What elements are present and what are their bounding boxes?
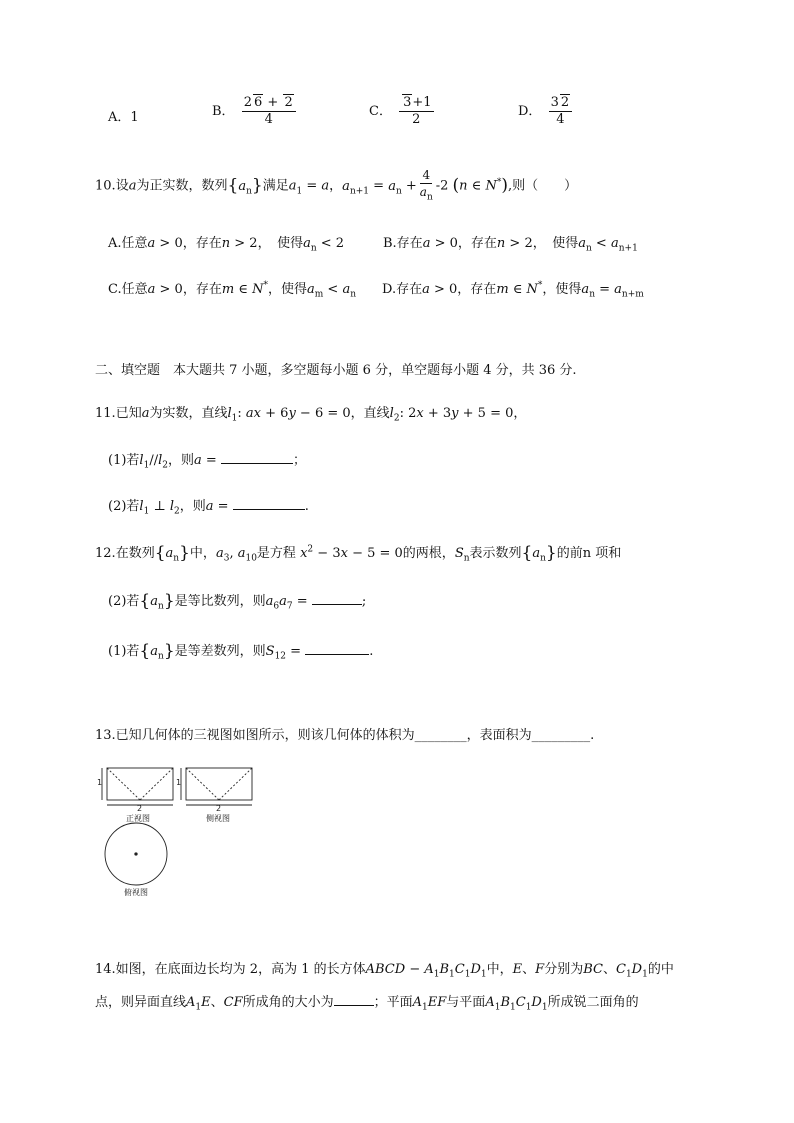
q10-option-text: ，使得 <box>542 282 582 297</box>
q11-text: 为实数，直线 <box>149 406 228 421</box>
side-view-dim-width: 2 <box>216 804 222 813</box>
q14-line-2: 点，则异面直线$A_1E$、CF所成角的大小为 ；平面$A_1EF$与平面$A_1B_1C_1D_1$所成锐二面角的 <box>95 995 639 1013</box>
q14-text: 与平面 <box>446 995 486 1010</box>
q14-text: 、 <box>210 995 224 1010</box>
q12-part-text: 是等差数列，则 <box>174 644 266 659</box>
q11-part-label: (2)若 <box>108 499 140 514</box>
q9-option-c <box>369 96 437 127</box>
front-view-dim-height: 1 <box>97 778 103 787</box>
q12-number: 12. <box>95 546 116 561</box>
q12-text: 的前 <box>556 546 583 561</box>
top-view-center-dot <box>135 853 137 855</box>
q10-text: 满足 <box>262 178 289 194</box>
front-view-label: 正视图 <box>126 814 150 823</box>
q11-number: 11. <box>95 406 116 421</box>
side-view-dashed-right <box>219 768 252 800</box>
q9-option-a <box>108 106 139 125</box>
side-view-label: 侧视图 <box>206 814 230 823</box>
answer-blank[interactable] <box>221 451 293 464</box>
q11-stem: 11.已知a为实数，直线$l_1$: ax + 6y − 6 = 0，直线$l_2$: 2x + 3y + 5 = 0， <box>95 406 527 424</box>
q11-part-end: ； <box>292 453 306 468</box>
q12-part-label: (2)若 <box>108 594 140 609</box>
section-2-heading: 二、填空题 本大题共 7 小题，多空题每小题 6 分，单空题每小题 4 分，共 36 分. <box>95 363 577 378</box>
side-view-rect <box>186 768 252 800</box>
q12-text: 中， <box>189 546 216 561</box>
q10-text: ， <box>329 178 343 194</box>
q11-part-text: ，则 <box>179 499 206 514</box>
q9-option-c-label: C． <box>369 104 392 119</box>
q10-option-text: ，存在 <box>182 282 222 297</box>
q10-option-b: B.存在a > 0，存在n > 2， 使得$a_n < a_{n+1}$ <box>383 236 638 254</box>
answer-blank[interactable] <box>312 592 362 605</box>
q9-option-d-label: D． <box>518 104 542 119</box>
side-view-dim-height: 1 <box>176 778 182 787</box>
q10-option-c-label: C.任意 <box>108 282 148 297</box>
q11-part-text: ，则 <box>168 453 195 468</box>
q9-option-b-label: B． <box>212 104 235 119</box>
q10-paren: ,则（ ） <box>507 178 578 194</box>
answer-blank[interactable] <box>233 497 305 510</box>
front-view <box>102 768 173 805</box>
q12-part-text: 是等比数列，则 <box>174 594 266 609</box>
answer-blank[interactable] <box>334 993 374 1006</box>
q10-option-c: C.任意a > 0，存在m ∈ N*，使得$a_m < a_n$ <box>108 280 356 300</box>
q10-option-a: A.任意a > 0，存在n > 2， 使得$a_n < 2$ <box>108 236 345 254</box>
q9-option-a-label: A．1 <box>108 110 139 125</box>
q14-text: ；平面 <box>373 995 413 1010</box>
q10-option-d: D.存在a > 0，存在m ∈ N*，使得$a_n = a_{n+m}$ <box>382 280 644 300</box>
answer-blank[interactable] <box>305 642 369 655</box>
front-view-dashed-left <box>107 768 140 800</box>
q12-stem: 12.在数列$\{a_n\}$中，$a_3$, $a_{10}$是方程 $x^2 - 3x - 5 = 0$的两根，$S_n$表示数列$\{a_n\}$的前n 项和 <box>95 543 622 564</box>
q10-option-b-label: B.存在 <box>383 236 423 251</box>
q10-option-text: ，存在 <box>457 282 497 297</box>
q12-text: 的两根， <box>402 546 455 561</box>
q11-text: ， <box>513 406 527 421</box>
q14-text: 、 <box>522 962 536 977</box>
q10-text: 为正实数，数列 <box>136 178 228 194</box>
q9-option-d-fraction: $\frac{3 2}{4}$ <box>549 96 573 127</box>
q10-option-text: ，存在 <box>457 236 497 251</box>
side-view <box>181 768 252 805</box>
front-view-rect <box>107 768 173 800</box>
three-view-figure <box>96 762 266 902</box>
q10-option-text: ，使得 <box>267 282 307 297</box>
q12-text: 是方程 <box>256 546 296 561</box>
q14-line-1: 14.如图，在底面边长均为 2，高为 1 的长方体ABCD − $A_1B_1C_1D_1$中，E、F分别为BC、$C_1D_1$的中 <box>95 962 674 980</box>
q10-stem: 10.设a为正实数，数列$\{a_n\}$满足$a_1 = a$，$a_{n+1} = a_n$ + $\frac{4}{a_n}$ -2 (n ∈ N*),则（ ） <box>95 168 578 203</box>
q12-part-geometric: (2)若$\{a_n\}$是等比数列，则$a_6a_7$ = ; <box>108 591 367 612</box>
q12-part-arithmetic: (1)若$\{a_n\}$是等差数列，则$S_{12}$ = . <box>108 641 374 662</box>
q14-text: 所成角的大小为 <box>242 995 334 1010</box>
q14-text: 、 <box>602 962 616 977</box>
q12-part-label: (1)若 <box>108 644 140 659</box>
q9-option-b-fraction: $\frac{2 6 + 2}{4}$ <box>242 96 296 127</box>
q9-option-c-fraction: $\frac{3+1}{2}$ <box>399 96 433 127</box>
q12-text: n 项和 <box>582 546 622 561</box>
side-view-dashed-left <box>186 768 219 800</box>
q11-part-end: . <box>304 499 309 514</box>
q14-text: 的中 <box>647 962 674 977</box>
q9-option-b <box>212 96 299 127</box>
q14-text: 中， <box>486 962 513 977</box>
q11-part-label: (1)若 <box>108 453 140 468</box>
q14-text: 点，则异面直线 <box>95 995 187 1010</box>
q11-part-1: (1)若$l_1//l_2$，则a = ； <box>108 453 306 471</box>
q10-option-a-label: A.任意 <box>108 236 148 251</box>
q12-text: 表示数列 <box>469 546 522 561</box>
q11-part-2: (2)若$l_1$ ⊥ $l_2$，则a = . <box>108 499 309 517</box>
q12-part-end: . <box>369 644 374 659</box>
q10-option-text: ， 使得 <box>532 236 579 251</box>
q10-option-text: ，存在 <box>182 236 222 251</box>
q10-option-d-label: D.存在 <box>382 282 423 297</box>
top-view-label: 俯视图 <box>124 888 148 897</box>
top-view <box>105 823 167 885</box>
q11-text: ，直线 <box>350 406 390 421</box>
front-view-dim-width: 2 <box>137 804 143 813</box>
q11-text: 已知 <box>115 406 142 421</box>
q10-number: 10. <box>95 178 116 194</box>
q14-text: 所成锐二面角的 <box>547 995 639 1010</box>
q13-stem: 13.已知几何体的三视图如图所示，则该几何体的体积为________，表面积为_________. <box>95 728 595 743</box>
q12-part-end: ; <box>361 594 367 609</box>
q12-text: 在数列 <box>115 546 155 561</box>
front-view-dashed-right <box>140 768 173 800</box>
q9-option-d <box>518 96 575 127</box>
q14-text: 分别为 <box>544 962 584 977</box>
q10-text: 设 <box>115 178 129 194</box>
q14-text: 14.如图，在底面边长均为 2，高为 1 的长方体 <box>95 962 366 977</box>
q10-option-text: ， 使得 <box>257 236 304 251</box>
